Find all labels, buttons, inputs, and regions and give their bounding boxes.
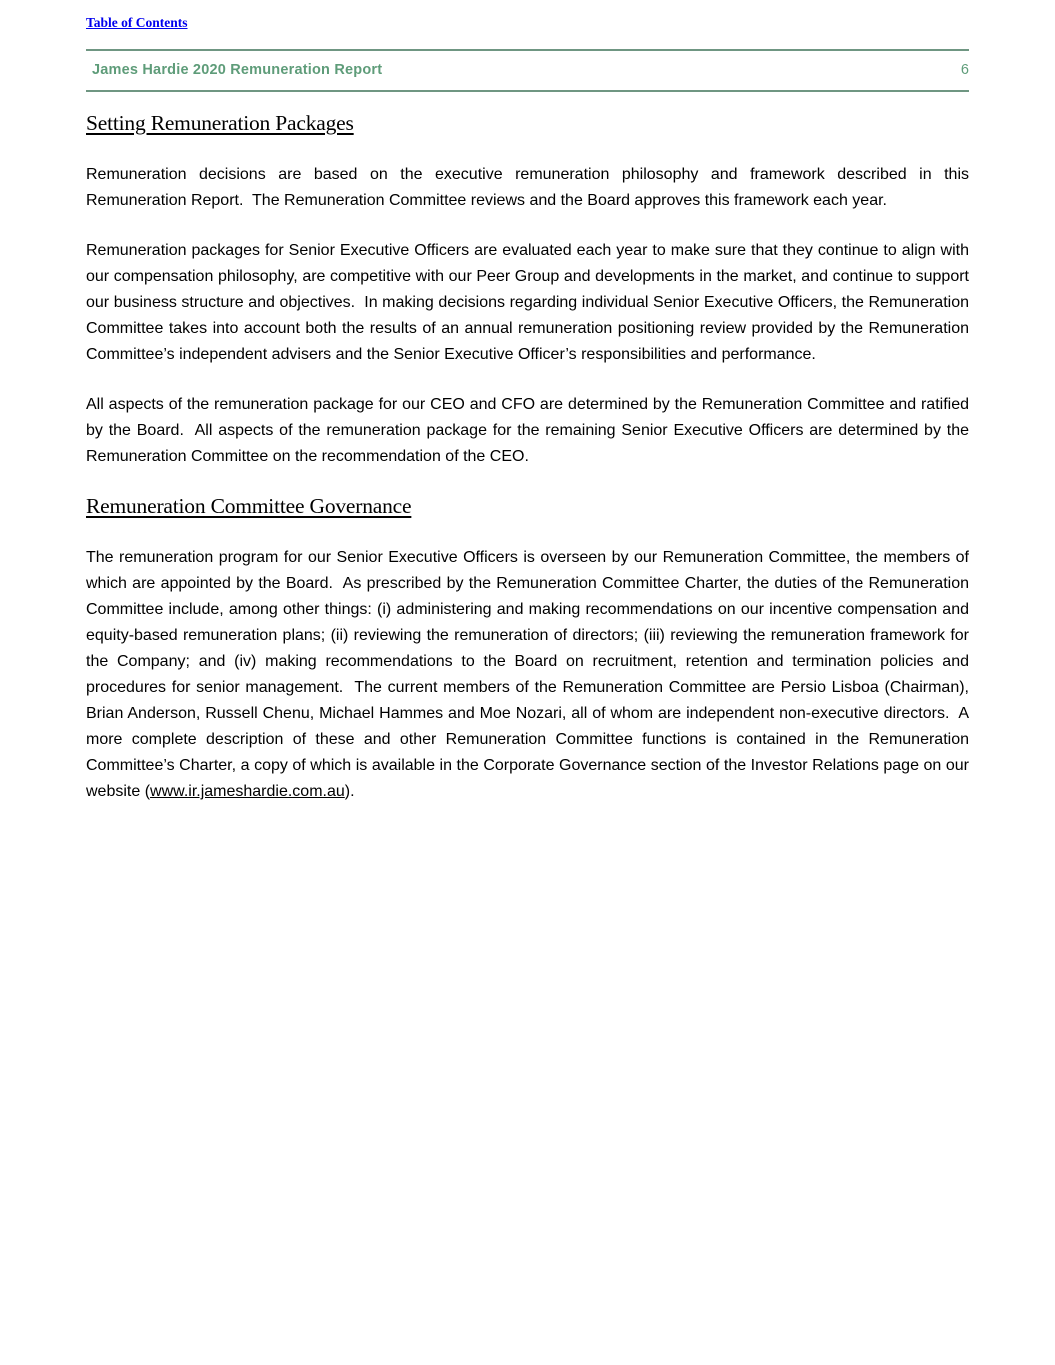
- section-heading-remuneration-committee-governance: Remuneration Committee Governance: [86, 494, 412, 518]
- paragraph-remuneration-decisions: Remuneration decisions are based on the executive remuneration philosophy and framework described in this Remuneration Report. The Remuneration Committee reviews and the Board approves this framework each year.: [86, 166, 974, 209]
- governance-text-after-link: ).: [344, 783, 355, 800]
- report-title: James Hardie 2020 Remuneration Report: [92, 62, 383, 78]
- toc-row: [86, 14, 969, 32]
- table-of-contents-link[interactable]: Table of Contents: [86, 15, 188, 30]
- governance-text-before-link: The remuneration program for our Senior Executive Officers is overseen by our Remuneration Committee, the members of which are appointed by the Board. As prescribed by the Remuneration Committee Charter, the duties of the Remuneration Committee include, among other things: (i) administering and making recommendations on our incentive compensation and equity-based remuneration plans; (ii) reviewing the remuneration of directors; (iii) reviewing the remuneration framework for the Company; and (iv) making recommendations to the Board on recruitment, retention and termination policies and procedures for senior management. The current members of the Remuneration Committee are Persio Lisboa (Chairman), Brian Anderson, Russell Chenu, Michael Hammes and Moe Nozari, all of whom are independent non-executive directors. A more complete description of these and other Remuneration Committee functions is contained in the Remuneration Committee’s Charter, a copy of which is available in the Corporate Governance section of the Investor Relations page on our website (: [86, 549, 974, 800]
- paragraph-ceo-cfo-packages: All aspects of the remuneration package for our CEO and CFO are determined by the Remuneration Committee and ratified by the Board. All aspects of the remuneration package for the remaining Senior Executive Officers are determined by the Remuneration Committee on the recommendation of the CEO.: [86, 396, 974, 465]
- section-heading-setting-remuneration-packages: Setting Remuneration Packages: [86, 111, 354, 135]
- paragraph-remuneration-packages: Remuneration packages for Senior Executive Officers are evaluated each year to make sure that they continue to align with our compensation philosophy, are competitive with our Peer Group and developments in the market, and continue to support our business structure and objectives. In making decisions regarding individual Senior Executive Officers, the Remuneration Committee takes into account both the results of an annual remuneration positioning review provided by the Remuneration Committee’s independent advisers and the Senior Executive Officer’s responsibilities and performance.: [86, 242, 974, 363]
- report-header: [86, 51, 969, 90]
- header-rule-bottom: [86, 90, 969, 92]
- paragraph-governance: [86, 545, 974, 805]
- page-number: 6: [960, 62, 969, 78]
- website-link[interactable]: www.ir.jameshardie.com.au: [150, 783, 345, 800]
